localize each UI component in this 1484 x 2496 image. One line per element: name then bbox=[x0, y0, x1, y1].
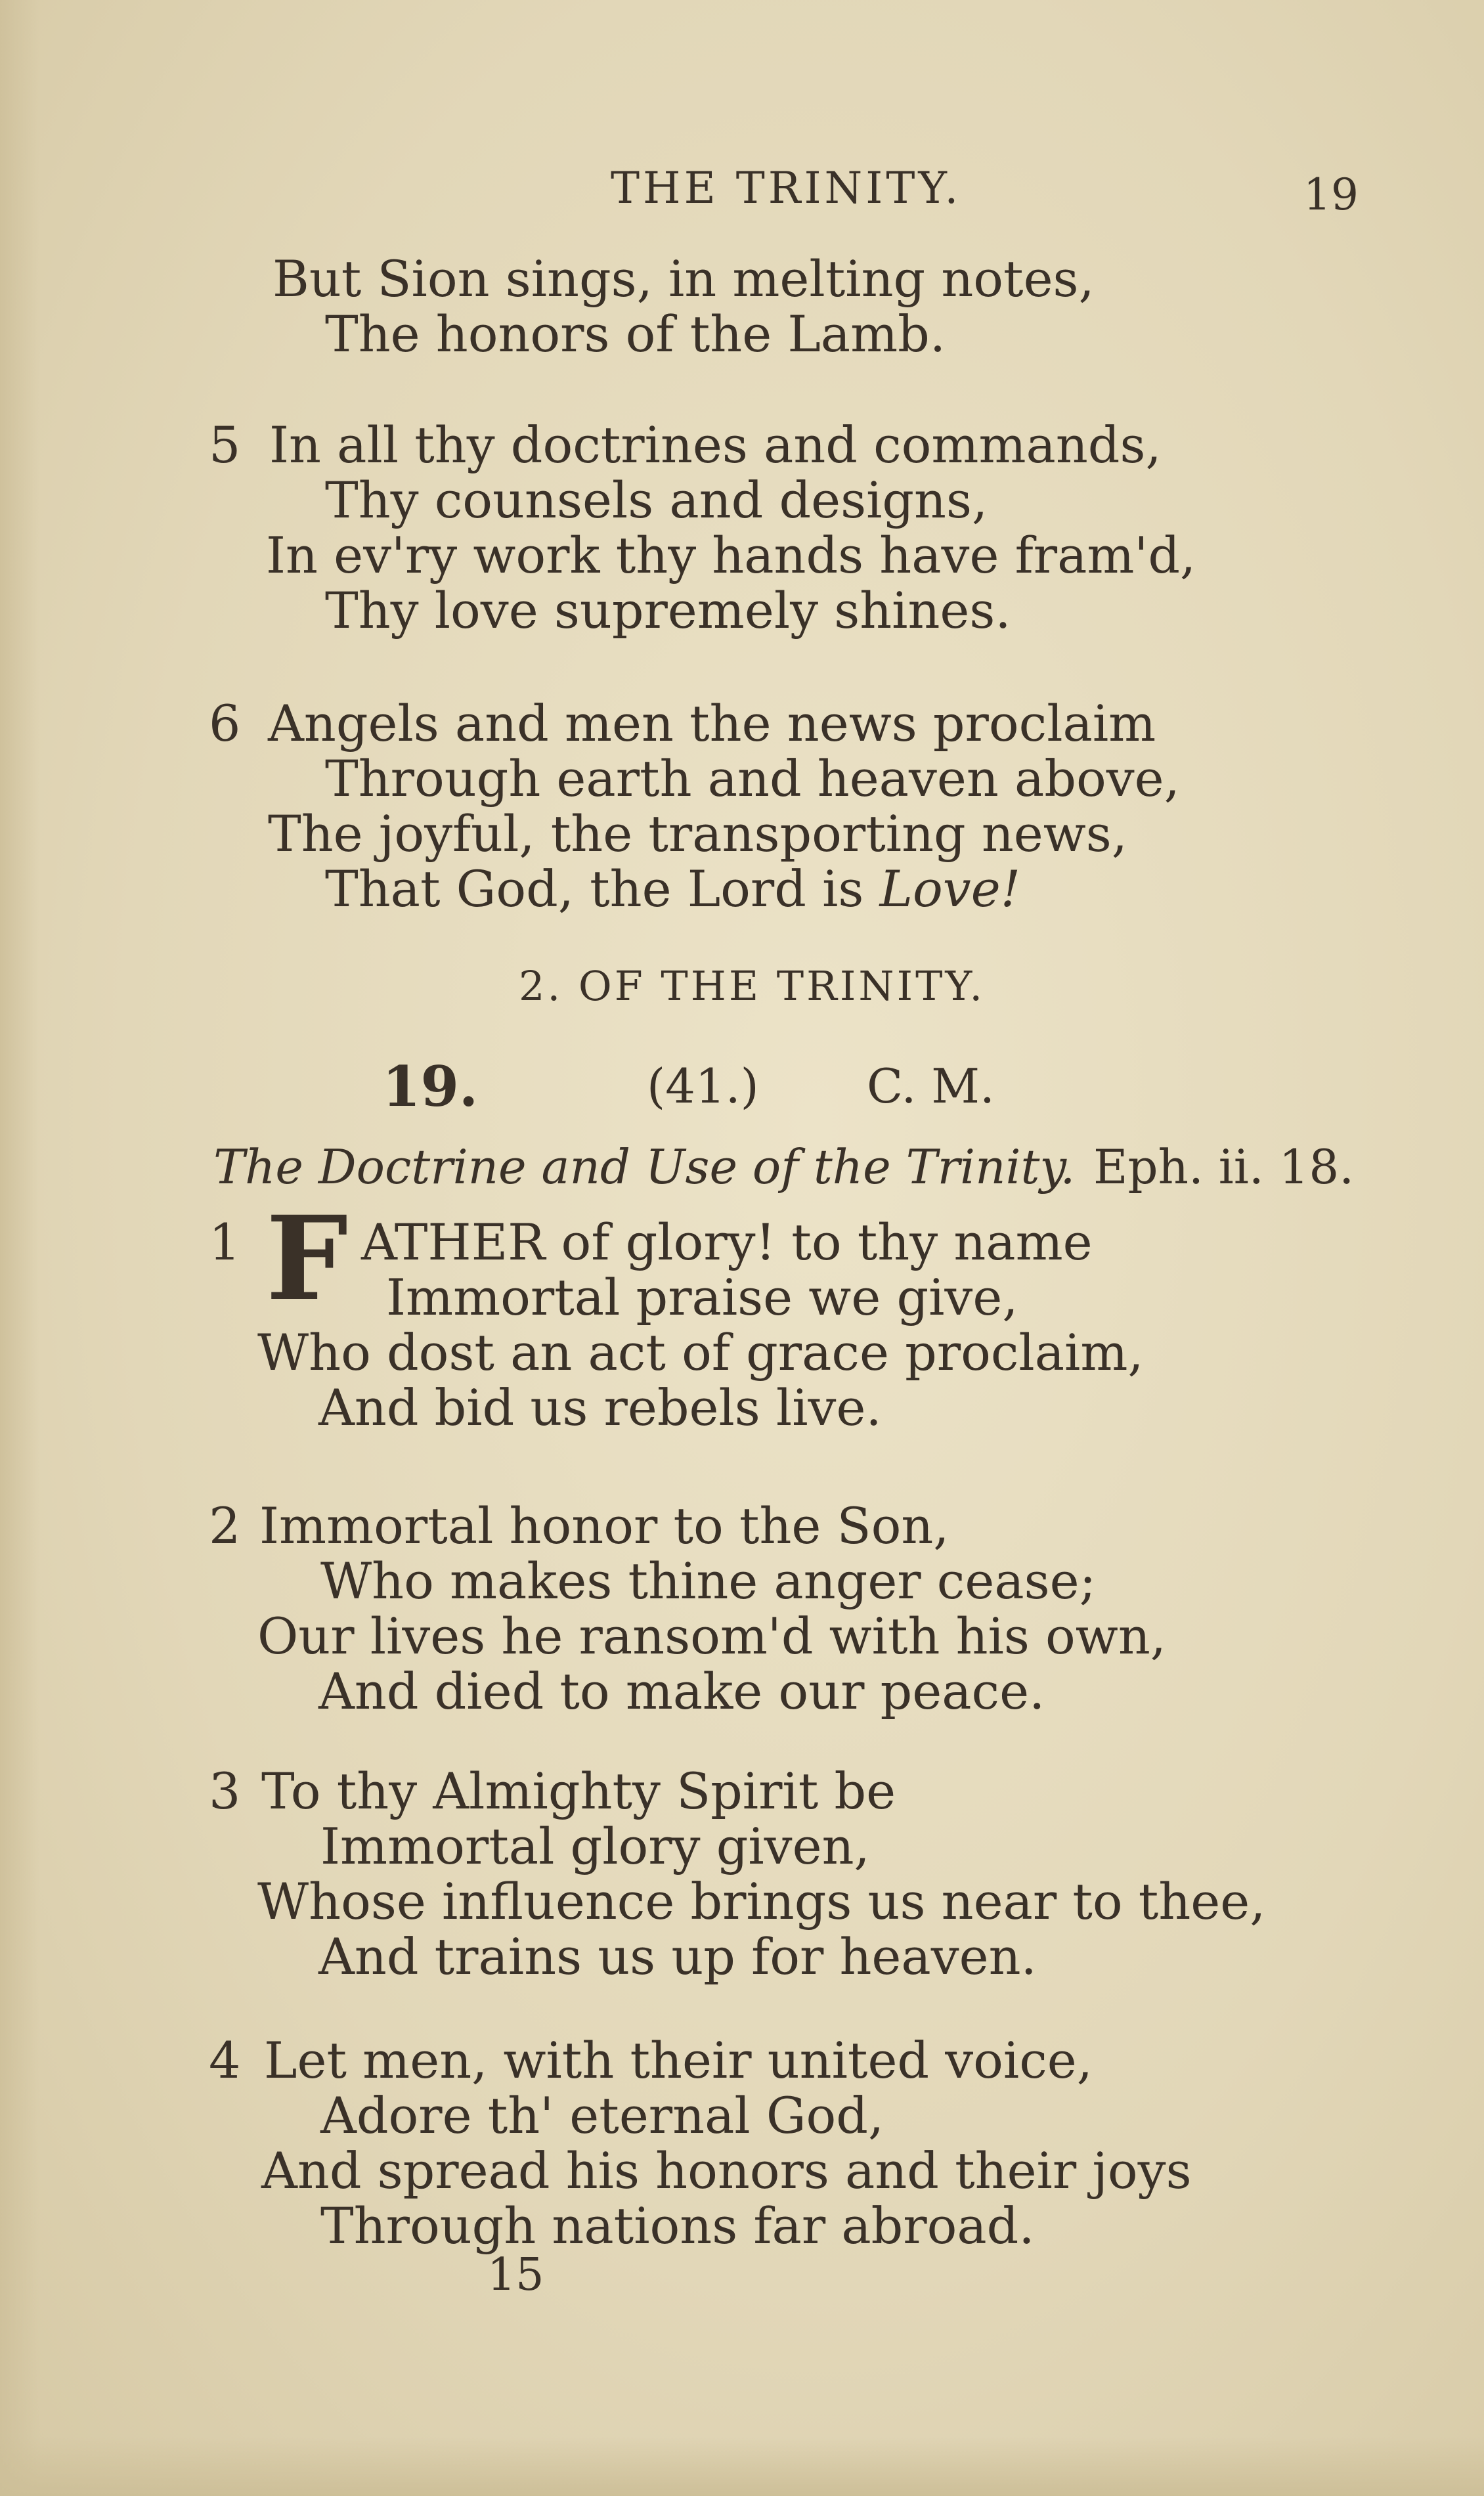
verse-line: Let men, with their united voice, bbox=[264, 2031, 1093, 2090]
verse-line: Thy counsels and designs, bbox=[325, 471, 988, 529]
page-number: 19 bbox=[1303, 169, 1359, 220]
verse-line: Through nations far abroad. bbox=[320, 2197, 1035, 2255]
verse-number: 1 bbox=[209, 1213, 241, 1271]
verse-line: And bid us rebels live. bbox=[318, 1378, 882, 1437]
hymn-alt-number: (41.) bbox=[647, 1059, 759, 1114]
signature-mark: 15 bbox=[487, 2249, 544, 2301]
verse-line: In all thy doctrines and commands, bbox=[269, 416, 1162, 474]
verse-line-final bbox=[325, 862, 1020, 917]
verse-line: Immortal glory given, bbox=[320, 1817, 870, 1875]
verse-line: To thy Almighty Spirit be bbox=[261, 1762, 896, 1820]
verse-line: And trains us up for heaven. bbox=[318, 1927, 1037, 1986]
verse-number: 2 bbox=[209, 1497, 241, 1555]
hymn-meter: C. M. bbox=[867, 1059, 995, 1114]
verse-line: The honors of the Lamb. bbox=[325, 305, 946, 363]
verse-number: 5 bbox=[209, 416, 241, 474]
verse-line: And spread his honors and their joys bbox=[261, 2141, 1192, 2200]
verse-line: Our lives he ransom'd with his own, bbox=[257, 1607, 1166, 1665]
verse-line: Angels and men the news proclaim bbox=[268, 694, 1156, 753]
verse-line: Who dost an act of grace proclaim, bbox=[257, 1323, 1144, 1382]
verse-line: ATHER of glory! to thy name bbox=[361, 1213, 1093, 1271]
verse-line: In ev'ry work thy hands have fram'd, bbox=[266, 526, 1196, 584]
verse-line-text: That God, the Lord is bbox=[325, 860, 880, 918]
verse-line: The joyful, the transporting news, bbox=[268, 804, 1127, 863]
emphasis-love: Love! bbox=[879, 860, 1021, 918]
verse-line: Through earth and heaven above, bbox=[325, 749, 1180, 808]
verse-line: Thy love supremely shines. bbox=[325, 581, 1011, 640]
verse-number: 4 bbox=[209, 2031, 241, 2090]
verse-line: And died to make our peace. bbox=[318, 1662, 1045, 1720]
running-title: THE TRINITY. bbox=[611, 163, 962, 213]
section-heading: 2. OF THE TRINITY. bbox=[519, 962, 986, 1010]
hymn-number: 19. bbox=[382, 1054, 479, 1119]
verse-line: But Sion sings, in melting notes, bbox=[273, 250, 1095, 308]
scripture-reference: Eph. ii. 18. bbox=[1093, 1139, 1355, 1194]
page-shadow-left bbox=[0, 0, 39, 2496]
drop-cap: F bbox=[266, 1191, 348, 1326]
verse-number: 3 bbox=[209, 1762, 241, 1820]
verse-number: 6 bbox=[209, 694, 241, 753]
verse-line: Immortal honor to the Son, bbox=[259, 1497, 949, 1555]
page-shadow-bottom bbox=[0, 2437, 1484, 2496]
hymn-title: The Doctrine and Use of the Trinity. bbox=[213, 1139, 1076, 1194]
verse-line: Whose influence brings us near to thee, bbox=[257, 1872, 1266, 1931]
verse-line: Adore th' eternal God, bbox=[320, 2086, 884, 2145]
verse-line: Immortal praise we give, bbox=[386, 1268, 1018, 1326]
verse-line: Who makes thine anger cease; bbox=[320, 1552, 1097, 1610]
